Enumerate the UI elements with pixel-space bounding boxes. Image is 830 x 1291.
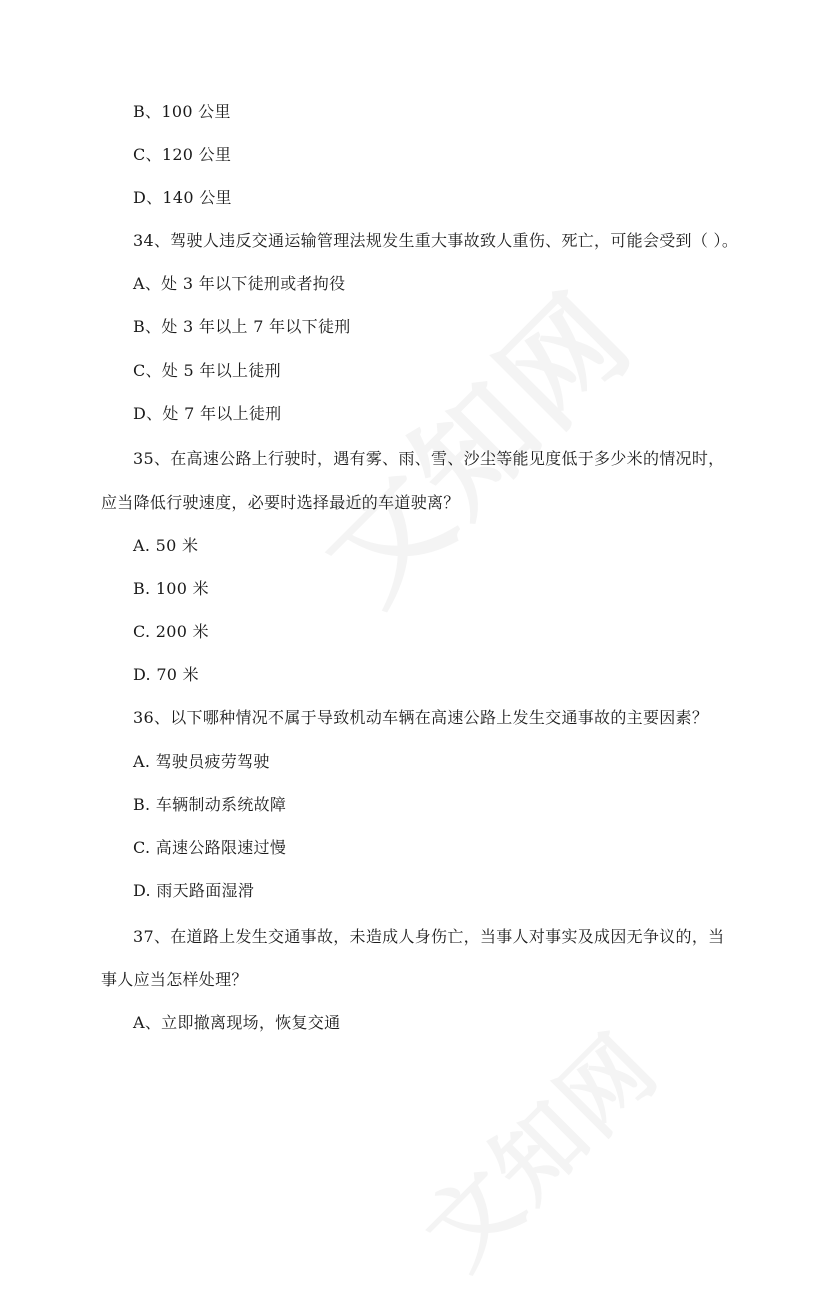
option-b-36: B. 车辆制动系统故障	[133, 795, 287, 814]
option-a-35: A. 50 米	[133, 536, 199, 555]
watermark-bottom	[390, 999, 681, 1290]
question-35-line2: 应当降低行驶速度，必要时选择最近的车道驶离？	[101, 493, 460, 512]
question-35-line1: 35、在高速公路上行驶时，遇有雾、雨、雪、沙尘等能见度低于多少米的情况时，	[133, 449, 725, 468]
option-c-34: C、处 5 年以上徒刑	[133, 361, 281, 380]
option-b-35: B. 100 米	[133, 579, 209, 598]
question-37-line1: 37、在道路上发生交通事故，未造成人身伤亡，当事人对事实及成因无争议的，当	[133, 927, 725, 946]
option-d-35: D. 70 米	[133, 665, 199, 684]
option-a-37: A、立即撤离现场，恢复交通	[133, 1013, 341, 1032]
watermark	[279, 248, 662, 631]
option-d-33: D、140 公里	[133, 188, 232, 207]
option-a-34: A、处 3 年以下徒刑或者拘役	[133, 274, 346, 293]
option-c-36: C. 高速公路限速过慢	[133, 838, 287, 857]
question-36: 36、以下哪种情况不属于导致机动车辆在高速公路上发生交通事故的主要因素？	[133, 708, 709, 727]
option-a-36: A. 驾驶员疲劳驾驶	[133, 752, 270, 771]
question-34: 34、驾驶人违反交通运输管理法规发生重大事故致人重伤、死亡，可能会受到（ ）。	[133, 231, 739, 250]
option-b-34: B、处 3 年以上 7 年以下徒刑	[133, 317, 351, 336]
option-d-36: D. 雨天路面湿滑	[133, 881, 255, 900]
option-c-35: C. 200 米	[133, 622, 209, 641]
option-c-33: C、120 公里	[133, 145, 232, 164]
option-d-34: D、处 7 年以上徒刑	[133, 404, 282, 423]
option-b-33: B、100 公里	[133, 102, 231, 121]
question-37-line2: 事人应当怎样处理？	[101, 970, 248, 989]
